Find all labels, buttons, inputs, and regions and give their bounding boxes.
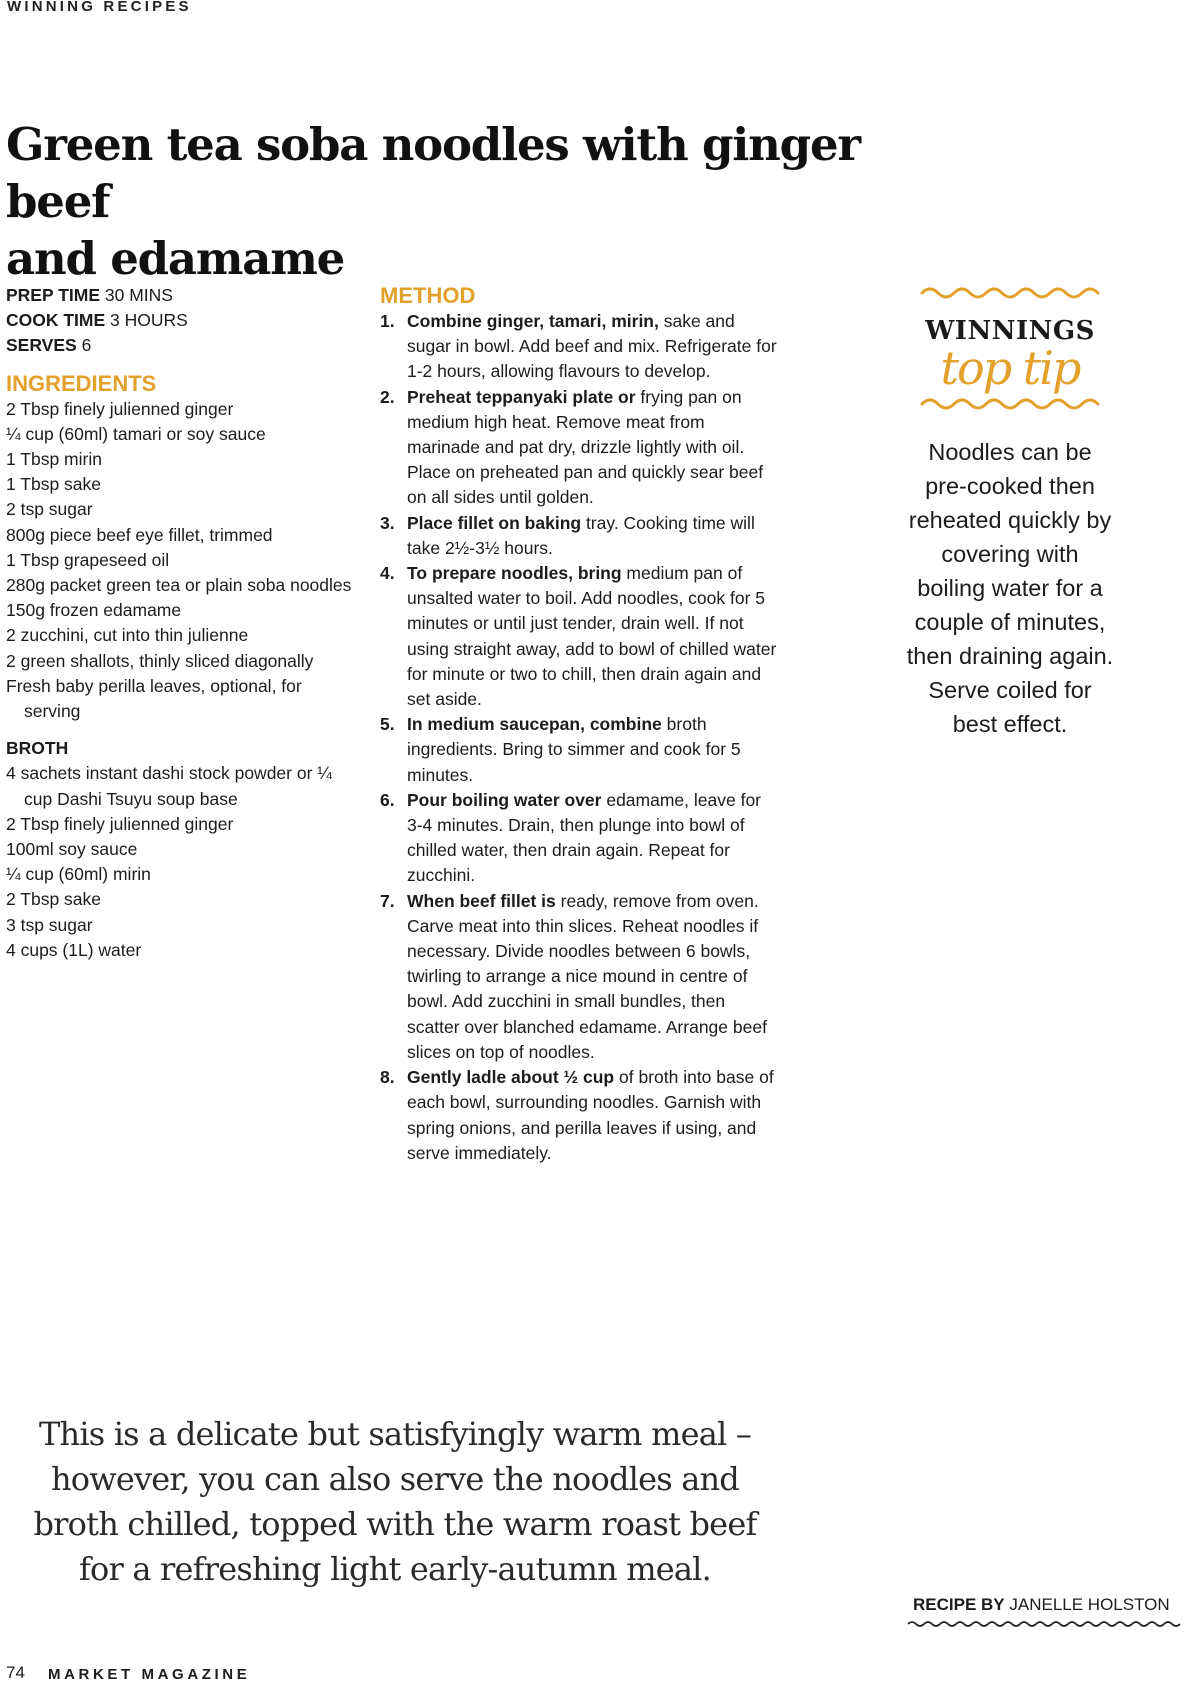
broth-item: 4 sachets instant dashi stock powder or ¼ cup Dashi Tsuyu soup base <box>6 763 332 809</box>
ingredients-heading: INGREDIENTS <box>6 370 157 396</box>
recipe-title-line-1: Green tea soba noodles with ginger beef <box>6 118 860 228</box>
pull-quote: This is a delicate but satisfyingly warm meal – however, you can also serve the noodles and broth chilled, topped with the warm roast beef for a refreshing light early-autumn meal. <box>33 1415 757 1588</box>
step-lead: Pour boiling water over <box>407 789 602 810</box>
method-step <box>380 788 780 889</box>
serves-label: SERVES <box>6 335 77 356</box>
recipe-credit <box>913 1595 1187 1629</box>
section-tag: WINNING RECIPES <box>7 0 192 15</box>
wavy-line-top-icon <box>920 283 1100 301</box>
step-lead: To prepare noodles, bring <box>407 563 622 584</box>
step-number: 8. <box>380 1067 395 1088</box>
tip-script-title: top tip <box>940 341 1080 395</box>
broth-list <box>6 761 356 963</box>
cook-time-label: COOK TIME <box>6 310 106 331</box>
broth-heading: BROTH <box>6 738 69 759</box>
cook-time-value: 3 HOURS <box>110 310 188 331</box>
step-lead: Combine ginger, tamari, mirin, <box>407 311 659 331</box>
ingredient-item: 1 Tbsp sake <box>6 474 102 495</box>
recipe-title <box>6 116 906 287</box>
credit-name: JANELLE HOLSTON <box>1009 1595 1170 1614</box>
method-step <box>380 561 780 712</box>
tip-body: Noodles can be pre-cooked then reheated quickly by covering with boiling water for a couple of minutes, then draining again. Serve coiled for best effect. <box>906 439 1114 737</box>
prep-time-value: 30 MINS <box>104 285 173 305</box>
step-number: 2. <box>380 386 395 407</box>
ingredient-item: 150g frozen edamame <box>6 600 182 621</box>
ingredient-item: 2 tsp sugar <box>6 499 93 520</box>
step-number: 7. <box>380 890 395 911</box>
step-text: broth ingredients. Bring to simmer and cook for 5 minutes. <box>407 714 741 785</box>
wavy-line-bottom-icon <box>920 394 1100 412</box>
step-text: tray. Cooking time will take 2½-3½ hours. <box>407 512 755 558</box>
method-step <box>380 511 780 561</box>
method-steps <box>380 309 780 1166</box>
ingredient-item: 280g packet green tea or plain soba noodles <box>6 575 352 596</box>
page-number: 74 <box>6 1663 25 1682</box>
tip-brand: WINNINGS <box>925 316 1095 346</box>
ingredient-item: 1 Tbsp mirin <box>6 449 102 470</box>
ingredient-item: 2 Tbsp finely julienned ginger <box>6 398 234 419</box>
broth-item: ¼ cup (60ml) mirin <box>6 864 151 885</box>
ingredients-column <box>6 283 356 963</box>
broth-item: 100ml soy sauce <box>6 839 138 860</box>
cook-time <box>6 308 356 333</box>
top-tip-box <box>905 283 1115 741</box>
step-lead: Preheat teppanyaki plate or <box>407 386 636 407</box>
magazine-name: MARKET MAGAZINE <box>48 1666 251 1683</box>
broth-item: 2 Tbsp finely julienned ginger <box>6 813 234 834</box>
ingredient-item: ¼ cup (60ml) tamari or soy sauce <box>6 423 266 444</box>
step-number: 3. <box>380 512 395 533</box>
recipe-title-line-2: and edamame <box>6 232 345 285</box>
step-text: medium pan of unsalted water to boil. Add noodles, cook for 5 minutes or until just tender, drain well. If not using straight away, add to bowl of chilled water for minute or two to chill, then drain again and set aside. <box>407 563 777 710</box>
prep-time <box>6 283 356 308</box>
broth-item: 2 Tbsp sake <box>6 889 102 910</box>
step-number: 6. <box>380 789 395 810</box>
ingredient-item: Fresh baby perilla leaves, optional, for serving <box>6 675 302 722</box>
step-lead: Gently ladle about ½ cup <box>407 1067 615 1088</box>
ingredient-item: 1 Tbsp grapeseed oil <box>6 549 170 570</box>
prep-time-label: PREP TIME <box>6 285 101 305</box>
step-number: 4. <box>380 563 395 584</box>
method-step <box>380 309 780 385</box>
step-text: ready, remove from oven. Carve meat into thin slices. Reheat noodles if necessary. Divide noodles between 6 bowls, twirling to arrange a nice mound in centre of bowl. Add zucchini in small bundles, then scatter over blanched edamame. Arrange beef slices on top of noodles. <box>407 890 767 1062</box>
method-heading: METHOD <box>380 283 476 308</box>
credit-label: RECIPE BY <box>913 1595 1005 1614</box>
serves-value: 6 <box>81 335 92 356</box>
step-lead: In medium saucepan, combine <box>407 714 662 735</box>
ingredient-item: 800g piece beef eye fillet, trimmed <box>6 524 273 545</box>
ingredient-item: 2 zucchini, cut into thin julienne <box>6 625 249 646</box>
method-step <box>380 889 780 1065</box>
step-number: 5. <box>380 714 395 735</box>
method-column <box>380 283 780 1166</box>
step-lead: When beef fillet is <box>407 890 556 911</box>
step-lead: Place fillet on baking <box>407 512 582 533</box>
method-step <box>380 712 780 788</box>
method-step <box>380 385 780 511</box>
serves <box>6 333 356 358</box>
method-step <box>380 1065 780 1166</box>
step-number: 1. <box>380 311 395 331</box>
step-text: sake and sugar in bowl. Add beef and mix. Refrigerate for 1-2 hours, allowing flavours to develop. <box>407 311 777 382</box>
credit-wavy-line-icon <box>907 1619 1187 1629</box>
step-text: frying pan on medium high heat. Remove meat from marinade and pat dry, drizzle lightly with oil. Place on preheated pan and quickly sear beef on all sides until golden. <box>407 386 764 508</box>
broth-item: 4 cups (1L) water <box>6 939 142 960</box>
step-text: edamame, leave for 3-4 minutes. Drain, then plunge into bowl of chilled water, then drain again. Repeat for zucchini. <box>407 789 762 886</box>
broth-item: 3 tsp sugar <box>6 914 93 935</box>
ingredients-list <box>6 397 356 725</box>
step-text: of broth into base of each bowl, surrounding noodles. Garnish with spring onions, and perilla leaves if using, and serve immediately. <box>407 1067 774 1163</box>
ingredient-item: 2 green shallots, thinly sliced diagonally <box>6 650 314 671</box>
